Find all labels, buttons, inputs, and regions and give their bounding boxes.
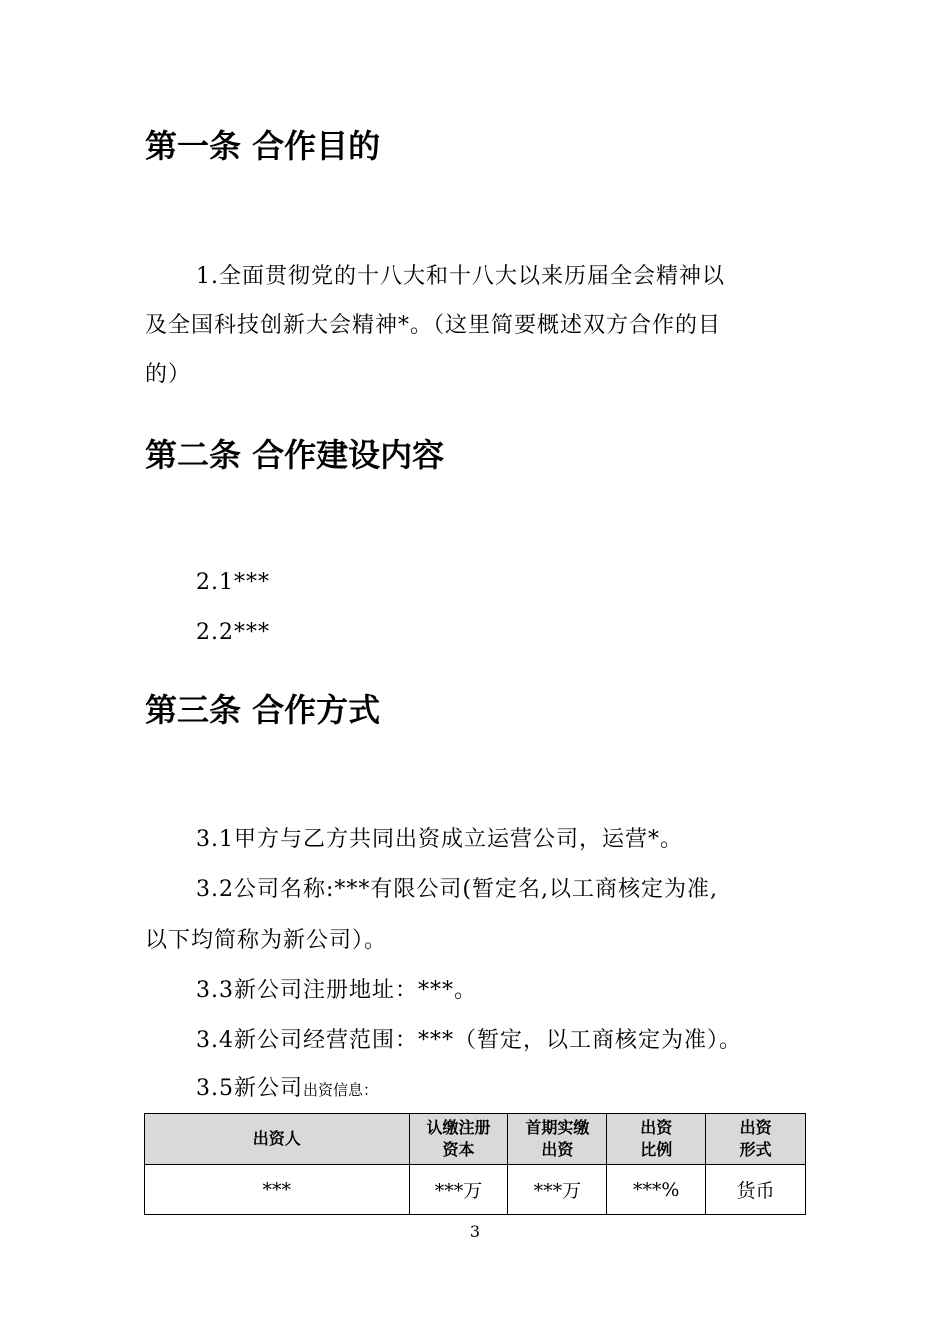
header-contribution-form: 出资 形式 [706, 1114, 806, 1165]
table-header-row [145, 1114, 806, 1165]
table-row [145, 1165, 806, 1215]
article-3-heading: 第三条 合作方式 [145, 691, 381, 729]
article-2-item-2: 2.2*** [196, 620, 270, 645]
article-2-item-1: 2.1*** [196, 570, 270, 595]
article-1-para-line-3: 的） [145, 362, 192, 387]
article-3-para-3-1: 3.1甲方与乙方共同出资成立运营公司，运营*。 [196, 827, 683, 852]
page-number: 3 [469, 1222, 481, 1241]
cell-contribution-ratio: ***% [607, 1165, 706, 1215]
article-3-para-3-2-line-1: 3.2公司名称:***有限公司(暂定名,以工商核定为准, [196, 877, 718, 902]
header-subscribed-capital: 认缴注册 资本 [409, 1114, 508, 1165]
article-2-heading: 第二条 合作建设内容 [145, 436, 445, 474]
cell-subscribed-capital: ***万 [409, 1165, 508, 1215]
article-1-para-line-2: 及全国科技创新大会精神*。（这里简要概述双方合作的目 [145, 313, 722, 338]
cell-contribution-form: 货币 [706, 1165, 806, 1215]
article-3-para-3-5 [196, 1074, 378, 1105]
article-3-para-3-4: 3.4新公司经营范围：***（暂定，以工商核定为准）。 [196, 1028, 742, 1053]
header-first-paid-in: 首期实缴 出资 [508, 1114, 607, 1165]
cell-first-paid-in: ***万 [508, 1165, 607, 1215]
article-1-para-line-1: 1.全面贯彻党的十八大和十八大以来历届全会精神以 [196, 264, 725, 289]
header-investor: 出资人 [145, 1114, 410, 1165]
header-contribution-ratio: 出资 比例 [607, 1114, 706, 1165]
para-3-5-main-text: 3.5新公司 [196, 1076, 303, 1101]
cell-investor: *** [145, 1165, 410, 1215]
para-3-5-small-text: 出资信息： [303, 1081, 379, 1099]
article-1-heading: 第一条 合作目的 [145, 127, 381, 165]
investment-table [144, 1113, 806, 1215]
article-3-para-3-3: 3.3新公司注册地址：***。 [196, 978, 477, 1003]
article-3-para-3-2-line-2: 以下均简称为新公司）。 [145, 928, 388, 953]
